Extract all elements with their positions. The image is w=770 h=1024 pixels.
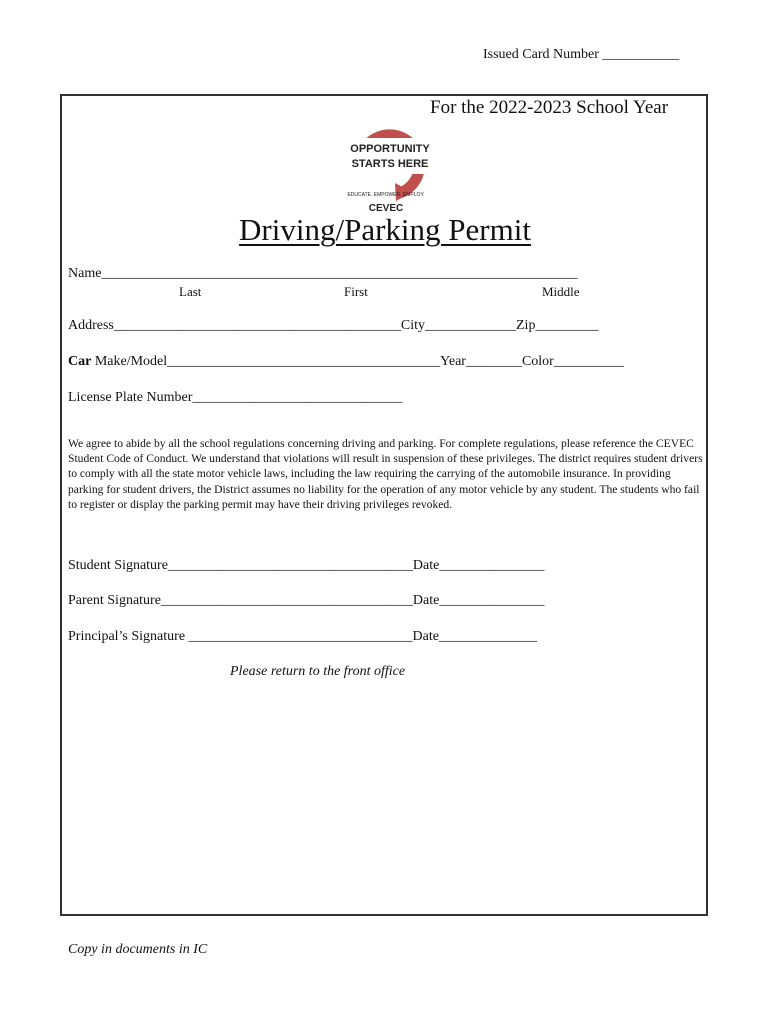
page-title: Driving/Parking Permit — [239, 212, 531, 247]
name-sub-middle: Middle — [542, 284, 580, 299]
opportunity-logo-icon — [340, 121, 440, 217]
agreement-paragraph: We agree to abide by all the school regulations concerning driving and parking. For complete regulations, please reference the CEVEC Student Code of Conduct. We understand that violations will result in suspension of these privileges. The district requires student drivers to comply with all the state motor vehicle laws, including the law requiring the carrying of the automobile insurance. In providing parking for student drivers, the District assumes no liability for the operation of any motor vehicle by any student. The students who fail to register or display the parking permit may have their driving privileges revoked. — [68, 437, 703, 511]
issued-card-number: Issued Card Number ___________ — [483, 47, 680, 62]
logo-line2: STARTS HERE — [351, 158, 429, 170]
principal-signature-field[interactable]: Principal’s Signature ________________________________Date______________ — [68, 629, 537, 644]
student-signature-field[interactable]: Student Signature___________________________________Date_______________ — [68, 558, 545, 573]
copy-note: Copy in documents in IC — [68, 942, 208, 957]
car-label: Car — [68, 354, 92, 369]
logo-tagline: EDUCATE. EMPOWER. EMPLOY. — [347, 192, 425, 198]
logo-line1: OPPORTUNITY — [350, 143, 430, 155]
car-make-model-line: Make/Model_______________________________________Year________Color__________ — [91, 354, 624, 369]
logo-org: CEVEC — [368, 203, 404, 214]
cevec-logo — [340, 121, 440, 217]
return-note: Please return to the front office — [230, 664, 406, 679]
license-plate-field[interactable]: License Plate Number______________________________ — [68, 390, 403, 405]
name-field[interactable]: Name____________________________________________________________________ — [68, 266, 578, 281]
name-sub-first: First — [344, 284, 368, 299]
name-sub-last: Last — [179, 284, 202, 299]
car-field[interactable] — [68, 354, 624, 370]
school-year: For the 2022-2023 School Year — [430, 97, 669, 118]
parent-signature-field[interactable]: Parent Signature____________________________________Date_______________ — [68, 593, 545, 608]
address-field[interactable]: Address_________________________________________City_____________Zip_________ — [68, 318, 599, 333]
